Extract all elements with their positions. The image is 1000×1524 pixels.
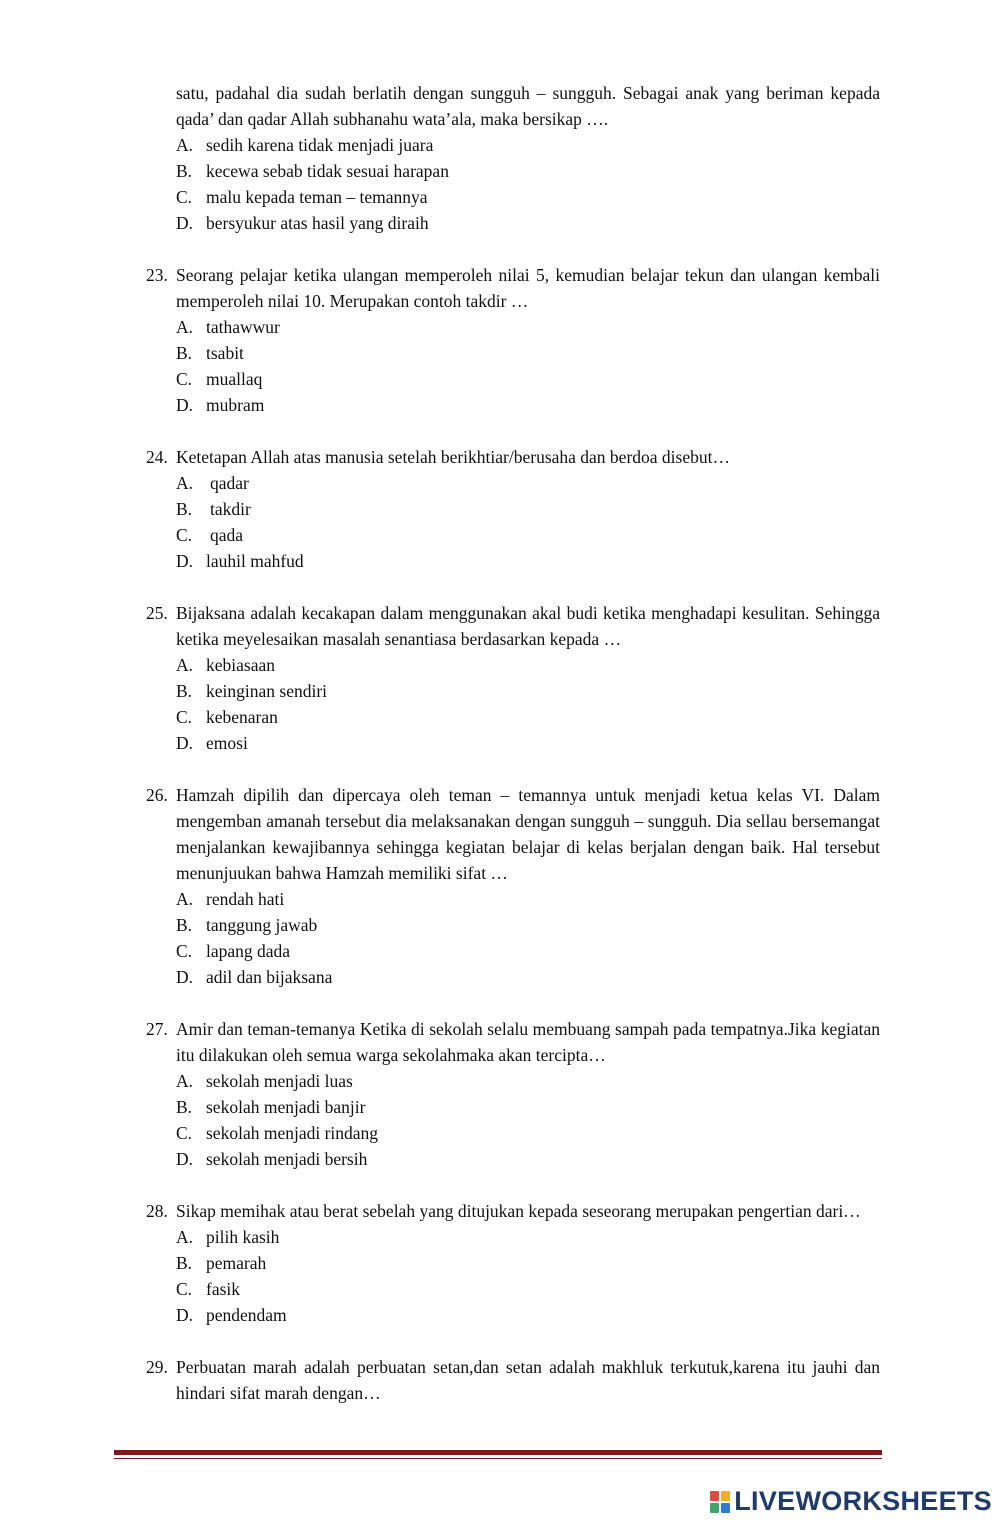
option-letter: A. (176, 1071, 194, 1091)
option-a[interactable] (176, 1068, 880, 1094)
option-letter: D. (176, 967, 194, 987)
option-letter: B. (176, 915, 193, 935)
option-letter: D. (176, 551, 194, 571)
option-text: sedih karena tidak menjadi juara (206, 135, 434, 155)
option-c[interactable] (176, 522, 880, 548)
option-text: pilih kasih (206, 1227, 280, 1247)
option-letter: A. (176, 317, 194, 337)
option-d[interactable] (176, 210, 880, 236)
option-list (146, 314, 880, 418)
option-c[interactable] (176, 1276, 880, 1302)
option-a[interactable] (176, 1224, 880, 1250)
option-letter: C. (176, 187, 193, 207)
option-letter: A. (176, 889, 194, 909)
option-letter: C. (176, 369, 193, 389)
option-letter: C. (176, 1279, 193, 1299)
option-list (146, 470, 880, 574)
option-b[interactable] (176, 496, 880, 522)
option-a[interactable] (176, 132, 880, 158)
option-letter: A. (176, 473, 194, 493)
option-letter: B. (176, 161, 193, 181)
logo-square-blue (721, 1503, 730, 1513)
option-b[interactable] (176, 1094, 880, 1120)
option-text: sekolah menjadi luas (206, 1071, 353, 1091)
logo-square-red (710, 1491, 719, 1501)
logo-square-green (710, 1503, 719, 1513)
option-letter: B. (176, 499, 193, 519)
option-list (146, 1068, 880, 1172)
option-text: mubram (206, 395, 265, 415)
option-a[interactable] (176, 886, 880, 912)
option-d[interactable] (176, 548, 880, 574)
question-number: 28. (146, 1201, 168, 1221)
question-25 (146, 600, 880, 756)
footer-divider-thin (114, 1458, 882, 1459)
question-26 (146, 782, 880, 990)
option-letter: C. (176, 525, 193, 545)
question-text: Ketetapan Allah atas manusia setelah berikhtiar/berusaha dan berdoa disebut… (176, 447, 730, 467)
question-number: 26. (146, 785, 168, 805)
option-b[interactable] (176, 1250, 880, 1276)
question-23 (146, 262, 880, 418)
question-number: 27. (146, 1019, 168, 1039)
option-letter: C. (176, 941, 193, 961)
option-text: bersyukur atas hasil yang diraih (206, 213, 429, 233)
option-letter: B. (176, 343, 193, 363)
option-a[interactable] (176, 314, 880, 340)
option-letter: B. (176, 681, 193, 701)
question-text: Bijaksana adalah kecakapan dalam menggunakan akal budi ketika menghadapi kesulitan. Sehingga ketika meyelesaikan masalah senantiasa berdasarkan kepada … (176, 603, 880, 649)
option-list (146, 886, 880, 990)
option-a[interactable] (176, 470, 880, 496)
option-text: qada (210, 525, 244, 545)
option-letter: D. (176, 213, 194, 233)
option-d[interactable] (176, 1302, 880, 1328)
question-number: 23. (146, 265, 168, 285)
option-c[interactable] (176, 938, 880, 964)
question-text: Sikap memihak atau berat sebelah yang ditujukan kepada seseorang merupakan pengertian dari… (176, 1201, 861, 1221)
option-text: kebenaran (206, 707, 278, 727)
option-text: rendah hati (206, 889, 285, 909)
liveworksheets-logo[interactable] (710, 1486, 992, 1517)
question-text: Amir dan teman-temanya Ketika di sekolah selalu membuang sampah pada tempatnya.Jika kegiatan itu dilakukan oleh semua warga sekolahmaka akan tercipta… (176, 1019, 880, 1065)
option-text: keinginan sendiri (206, 681, 328, 701)
option-letter: D. (176, 1305, 194, 1325)
option-text: sekolah menjadi rindang (206, 1123, 379, 1143)
option-b[interactable] (176, 678, 880, 704)
option-text: lauhil mahfud (206, 551, 304, 571)
option-c[interactable] (176, 184, 880, 210)
option-list (146, 132, 880, 236)
option-text: tanggung jawab (206, 915, 318, 935)
option-text: takdir (210, 499, 251, 519)
liveworksheets-logo-icon (710, 1491, 730, 1513)
footer-divider-thick (114, 1450, 882, 1455)
option-letter: A. (176, 135, 194, 155)
option-b[interactable] (176, 912, 880, 938)
question-number: 24. (146, 447, 168, 467)
question-24 (146, 444, 880, 574)
question-29 (146, 1354, 880, 1406)
option-letter: B. (176, 1253, 193, 1273)
option-c[interactable] (176, 366, 880, 392)
option-letter: A. (176, 655, 194, 675)
option-text: sekolah menjadi bersih (206, 1149, 368, 1169)
question-22-continuation (146, 80, 880, 236)
option-letter: C. (176, 707, 193, 727)
option-text: qadar (210, 473, 249, 493)
option-text: adil dan bijaksana (206, 967, 333, 987)
question-text: satu, padahal dia sudah berlatih dengan sungguh – sungguh. Sebagai anak yang beriman kepada qada’ dan qadar Allah subhanahu wata’ala, maka bersikap …. (176, 83, 880, 129)
option-c[interactable] (176, 1120, 880, 1146)
question-text: Seorang pelajar ketika ulangan memperoleh nilai 5, kemudian belajar tekun dan ulangan kembali memperoleh nilai 10. Merupakan contoh takdir … (176, 265, 880, 311)
option-text: malu kepada teman – temannya (206, 187, 428, 207)
option-d[interactable] (176, 392, 880, 418)
question-number: 25. (146, 603, 168, 623)
option-letter: A. (176, 1227, 194, 1247)
option-text: pendendam (206, 1305, 287, 1325)
question-text: Hamzah dipilih dan dipercaya oleh teman – temannya untuk menjadi ketua kelas VI. Dalam mengemban amanah tersebut dia melaksanakan dengan sungguh – sungguh. Dia sellau bersemangat menjalankan kewajibannya sehingga kegiatan belajar di kelas berjalan dengan baik. Hal tersebut menunjuukan bahwa Hamzah memiliki sifat … (176, 785, 880, 883)
question-number: 29. (146, 1357, 168, 1377)
option-list (146, 1224, 880, 1328)
question-list (146, 80, 880, 1432)
question-28 (146, 1198, 880, 1328)
option-b[interactable] (176, 340, 880, 366)
option-text: tsabit (206, 343, 244, 363)
option-d[interactable] (176, 964, 880, 990)
option-list (146, 652, 880, 756)
option-d[interactable] (176, 730, 880, 756)
option-text: kebiasaan (206, 655, 275, 675)
question-text: Perbuatan marah adalah perbuatan setan,dan setan adalah makhluk terkutuk,karena itu jauhi dan hindari sifat marah dengan… (176, 1357, 880, 1403)
option-letter: D. (176, 1149, 194, 1169)
option-text: tathawwur (206, 317, 280, 337)
option-text: pemarah (206, 1253, 267, 1273)
option-text: muallaq (206, 369, 263, 389)
option-text: sekolah menjadi banjir (206, 1097, 366, 1117)
logo-square-yellow (721, 1491, 730, 1501)
option-letter: D. (176, 733, 194, 753)
option-b[interactable] (176, 158, 880, 184)
option-c[interactable] (176, 704, 880, 730)
option-d[interactable] (176, 1146, 880, 1172)
option-text: lapang dada (206, 941, 291, 961)
option-letter: D. (176, 395, 194, 415)
question-27 (146, 1016, 880, 1172)
option-letter: B. (176, 1097, 193, 1117)
option-text: fasik (206, 1279, 241, 1299)
option-text: kecewa sebab tidak sesuai harapan (206, 161, 449, 181)
option-a[interactable] (176, 652, 880, 678)
option-text: emosi (206, 733, 248, 753)
logo-text: LIVEWORKSHEETS (734, 1486, 992, 1516)
option-letter: C. (176, 1123, 193, 1143)
